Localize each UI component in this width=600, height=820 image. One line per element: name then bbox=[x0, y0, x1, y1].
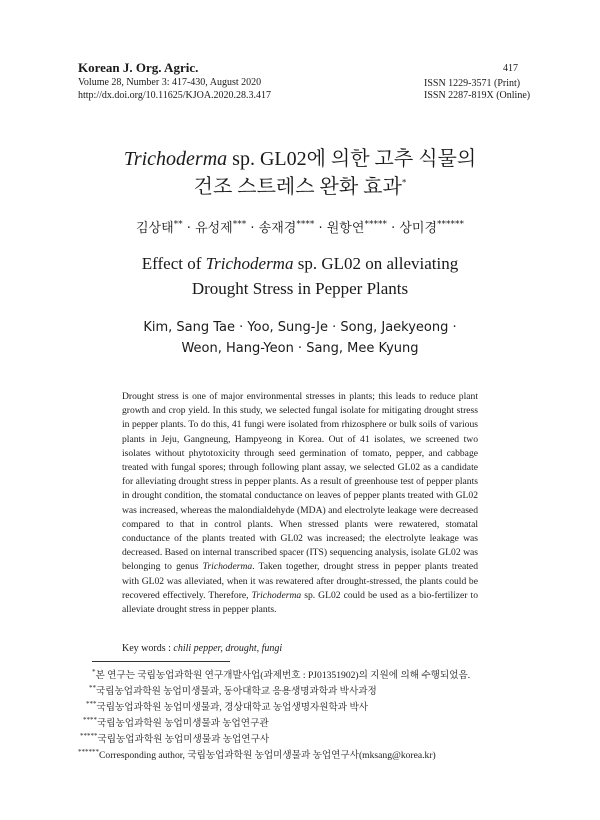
author-separator: · bbox=[182, 221, 196, 236]
footnote bbox=[78, 684, 538, 700]
volume-info: Volume 28, Number 3: 417-430, August 2020 bbox=[78, 77, 262, 88]
footnote-text: 국립농업과학원 농업미생물과 농업연구관 bbox=[97, 718, 269, 729]
doi-link[interactable]: http://dx.doi.org/10.11625/KJOA.2020.28.3.417 bbox=[78, 90, 272, 101]
footnote-mark: ** bbox=[89, 683, 96, 692]
page-number: 417 bbox=[503, 63, 518, 74]
footnote bbox=[78, 716, 538, 732]
english-title-post: sp. GL02 on alleviating bbox=[293, 254, 459, 273]
abstract-text-2: . Taken together, drought stress in pepper plants treated with GL02 was alleviated, when it was rewatered after drought-stressed, the plants could be recovered effectively. Therefore, bbox=[122, 561, 478, 601]
keywords-label: Key words : bbox=[122, 643, 174, 654]
korean-authors bbox=[0, 217, 600, 236]
english-title-italic: Trichoderma bbox=[205, 254, 294, 273]
author-ko-mark: ** bbox=[173, 219, 183, 230]
author-separator: · bbox=[314, 221, 327, 236]
keywords bbox=[122, 643, 282, 654]
abstract bbox=[122, 390, 478, 617]
english-authors-line1: Kim, Sang Tae · Yoo, Sung-Je · Song, Jaekyeong · bbox=[143, 320, 457, 335]
korean-title-italic: Trichoderma bbox=[123, 148, 228, 170]
footnote-text: 본 연구는 국립농업과학원 연구개발사업(과제번호 : PJ01351902)의 지원에 의해 수행되었음. bbox=[95, 670, 471, 681]
korean-title-line1 bbox=[0, 142, 600, 171]
issn-print: ISSN 1229-3571 (Print) bbox=[424, 78, 521, 89]
korean-title-line1-rest: sp. GL02에 의한 고추 식물의 bbox=[227, 148, 477, 170]
author-ko-mark: *** bbox=[232, 219, 247, 230]
footnote-mark: ****** bbox=[78, 747, 99, 756]
english-title-line1 bbox=[0, 254, 600, 274]
author-ko-mark: **** bbox=[296, 219, 315, 230]
author-ko: 김상태 bbox=[135, 221, 174, 236]
korean-title-mark: * bbox=[401, 177, 407, 188]
english-title-line2: Drought Stress in Pepper Plants bbox=[191, 279, 409, 298]
author-ko-mark: ****** bbox=[437, 219, 465, 230]
author-ko: 상미경 bbox=[399, 221, 438, 236]
footnote-mark: **** bbox=[83, 715, 97, 724]
footnote-text: Corresponding author, 국립농업과학원 농업미생물과 농업연구사(mksang@korea.kr) bbox=[99, 750, 436, 761]
abstract-italic-2: Trichoderma bbox=[251, 589, 302, 601]
author-separator: · bbox=[386, 221, 400, 236]
footnote bbox=[78, 748, 538, 764]
english-title-pre: Effect of bbox=[141, 254, 206, 273]
footnote-mark: ***** bbox=[80, 731, 98, 740]
author-ko-mark: ***** bbox=[364, 219, 387, 230]
english-authors-line2: Weon, Hang-Yeon · Sang, Mee Kyung bbox=[181, 341, 419, 356]
author-ko: 송재경 bbox=[258, 221, 297, 236]
footnotes bbox=[78, 668, 538, 764]
author-ko: 원항연 bbox=[326, 221, 365, 236]
author-ko: 유성제 bbox=[195, 221, 233, 236]
footnote-text: 국립농업과학원 농업미생물과 농업연구사 bbox=[97, 734, 270, 745]
footnote-mark: *** bbox=[86, 699, 97, 708]
issn-online: ISSN 2287-819X (Online) bbox=[424, 90, 531, 101]
keywords-values: chili pepper, drought, fungi bbox=[173, 643, 283, 654]
footnote-mark: * bbox=[92, 667, 96, 676]
footnote bbox=[78, 668, 538, 684]
korean-title-line2 bbox=[0, 170, 600, 199]
korean-title-line2-text: 건조 스트레스 완화 효과 bbox=[193, 176, 402, 198]
footnote-text: 국립농업과학원 농업미생물과, 동아대학교 응용생명과학과 박사과정 bbox=[96, 686, 377, 697]
author-separator: · bbox=[246, 221, 259, 236]
footnote-divider bbox=[92, 661, 230, 662]
footnote bbox=[78, 700, 538, 716]
abstract-italic-1: Trichoderma bbox=[202, 561, 253, 573]
journal-name: Korean J. Org. Agric. bbox=[78, 60, 199, 75]
abstract-text-1: Drought stress is one of major environmental stresses in plants; this leads to reduce plant growth and crop yield. In this study, we selected fungal isolate for mitigating drought stress in pepper plants. To do this, 41 fungi were isolated from rhizosphere or bulk soils of various plants in Jeju, Gangneung, Hampyeong in Korea. Out of 41 isolates, we screened two isolates without phytotoxicity through seed germination of tomato, pepper, and cabbage treated with fungal spores; through following plant assay, we selected GL02 as a candidate for alleviating drought stress in pepper plants. As a result of greenhouse test of pepper plants in drought condition, the stomatal conductance on leaves of pepper plants treated with GL02 was increased, whereas the malondialdehyde (MDA) and electrolyte leakage were decreased compared to that in control plants. When stressed plants were rewatered, stomatal conductance of the plants treated with GL02 was increased; the electrolyte leakage was decreased. Based on internal transcribed spacer (ITS) sequencing analysis, isolate GL02 was belonging to genus bbox=[122, 391, 478, 573]
footnote bbox=[78, 732, 538, 748]
abstract-text-3: sp. GL02 could be used as a bio-fertilizer to alleviate drought stress in pepper plants. bbox=[122, 589, 478, 616]
footnote-text: 국립농업과학원 농업미생물과, 경상대학교 농업생명자원학과 박사 bbox=[96, 702, 368, 713]
